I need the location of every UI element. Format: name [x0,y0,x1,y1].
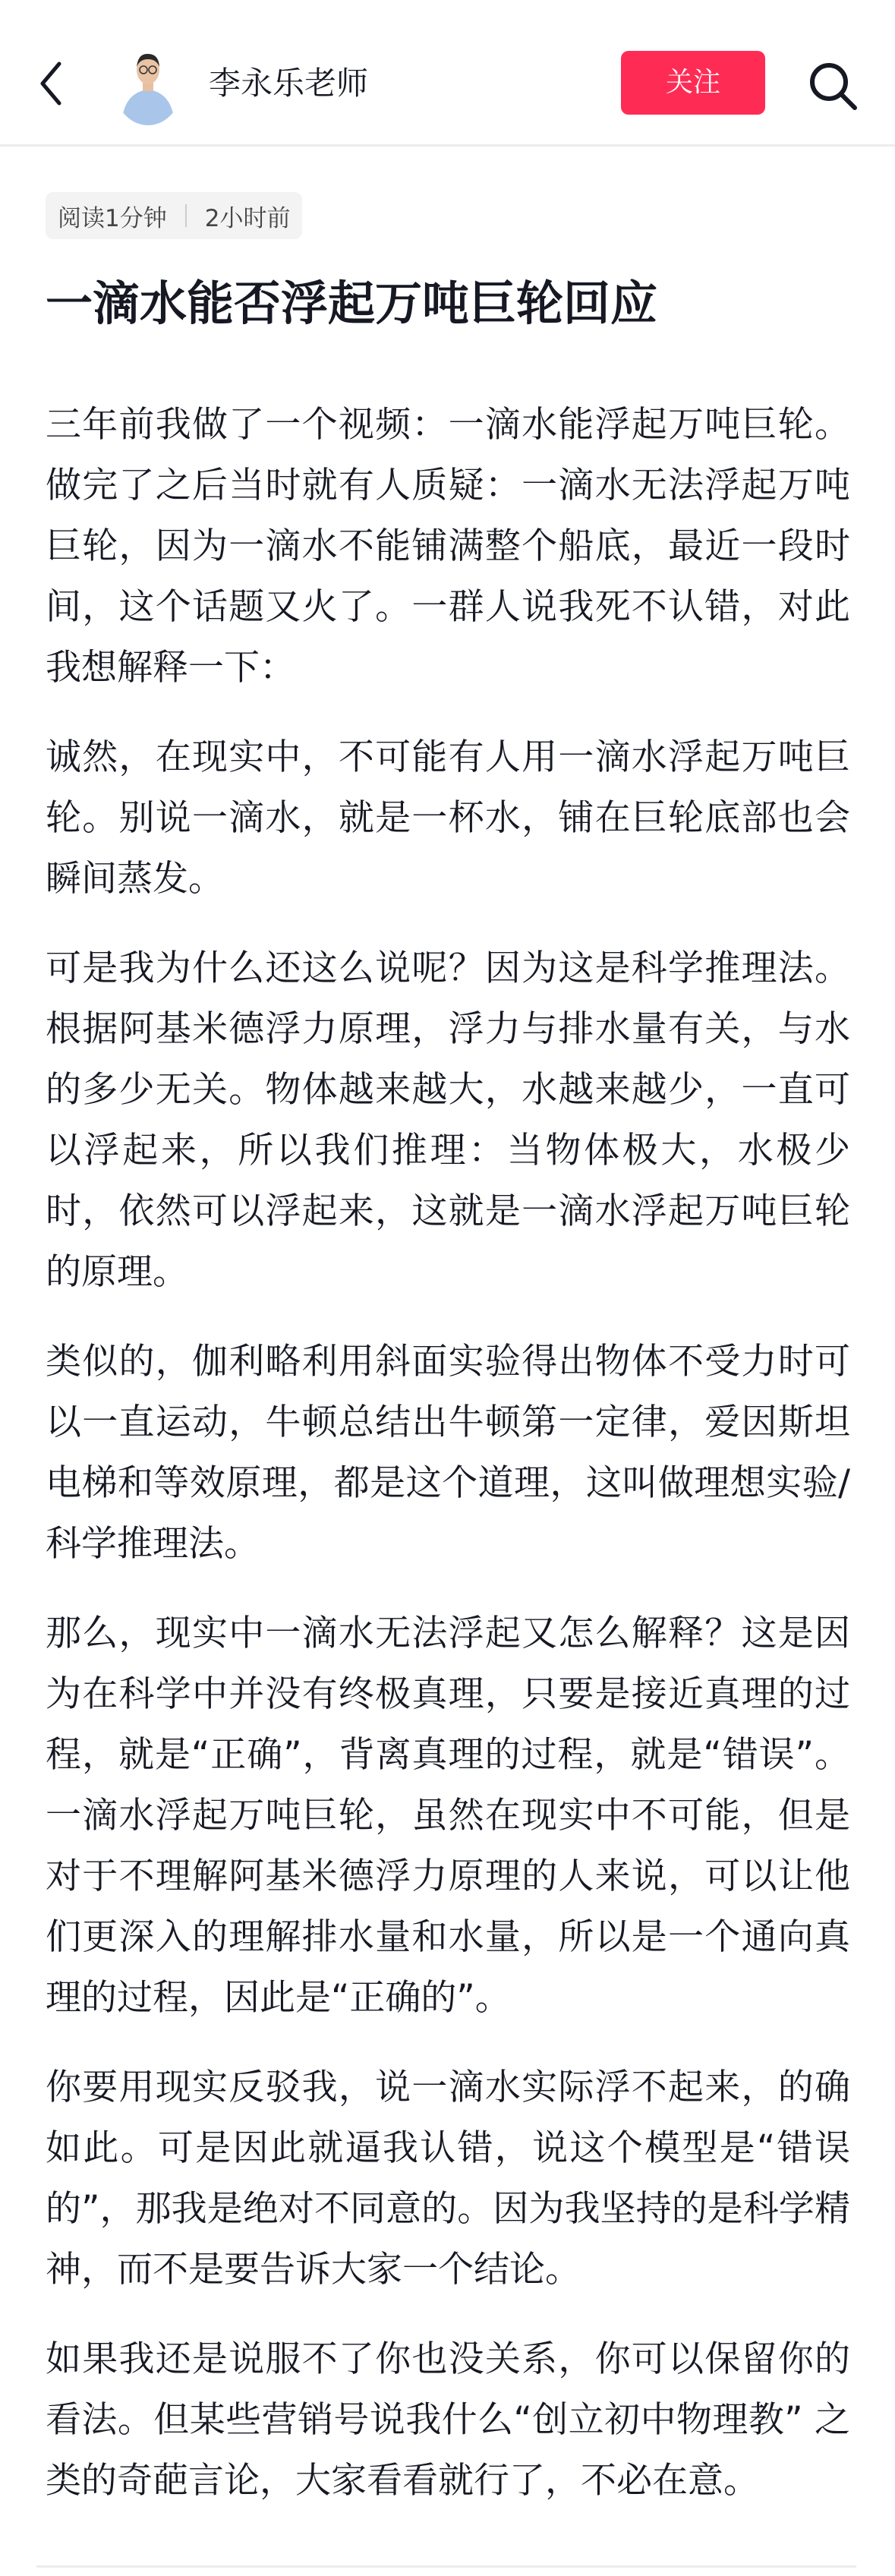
author-avatar[interactable] [114,46,182,125]
author-name[interactable]: 李永乐老师 [209,65,369,102]
meta-divider [185,204,187,227]
top-bar [0,0,895,147]
paragraph: 如果我还是说服不了你也没关系，你可以保留你的看法。但某些营销号说我什么“创立初中物理教” 之类的奇葩言论，大家看看就行了，不必在意。 [46,2338,850,2502]
search-button[interactable] [806,59,859,112]
chevron-left-icon [36,61,67,106]
paragraph: 类似的，伽利略利用斜面实验得出物体不受力时可以一直运动，牛顿总结出牛顿第一定律，爱因斯坦电梯和等效原理，都是这个道理，这叫做理想实验/科学推理法。 [46,1341,850,1565]
article-title: 一滴水能否浮起万吨巨轮回应 [46,276,658,331]
paragraph: 诚然，在现实中，不可能有人用一滴水浮起万吨巨轮。别说一滴水，就是一杯水，铺在巨轮底部也会瞬间蒸发。 [46,736,850,900]
search-icon [806,59,859,112]
paragraph: 三年前我做了一个视频：一滴水能浮起万吨巨轮。做完了之后当时就有人质疑：一滴水无法浮起万吨巨轮，因为一滴水不能铺满整个船底，最近一段时间，这个话题又火了。一群人说我死不认错，对此我想解释一下： [46,404,850,689]
paragraph: 那么，现实中一滴水无法浮起又怎么解释？这是因为在科学中并没有终极真理，只要是接近真理的过程，就是“正确”，背离真理的过程，就是“错误”。一滴水浮起万吨巨轮，虽然在现实中不可能，但是对于不理解阿基米德浮力原理的人来说，可以让他们更深入的理解排水量和水量，所以是一个通向真理的过程，因此是“正确的”。 [46,1613,850,2019]
publish-time: 2小时前 [204,204,291,232]
avatar-image [114,46,182,125]
follow-button[interactable]: 关注 [621,51,765,115]
paragraph: 可是我为什么还这么说呢？因为这是科学推理法。根据阿基米德浮力原理，浮力与排水量有关，与水的多少无关。物体越来越大，水越来越少，一直可以浮起来，所以我们推理：当物体极大，水极少时，依然可以浮起来，这就是一滴水浮起万吨巨轮的原理。 [46,947,850,1293]
paragraph: 你要用现实反驳我，说一滴水实际浮不起来，的确如此。可是因此就逼我认错，说这个模型是“错误的”，那我是绝对不同意的。因为我坚持的是科学精神，而不是要告诉大家一个结论。 [46,2067,850,2291]
divider [36,2565,856,2568]
read-time: 阅读1分钟 [58,204,167,232]
article-meta [46,192,302,239]
article-body [46,395,850,2540]
back-button[interactable] [36,61,67,106]
